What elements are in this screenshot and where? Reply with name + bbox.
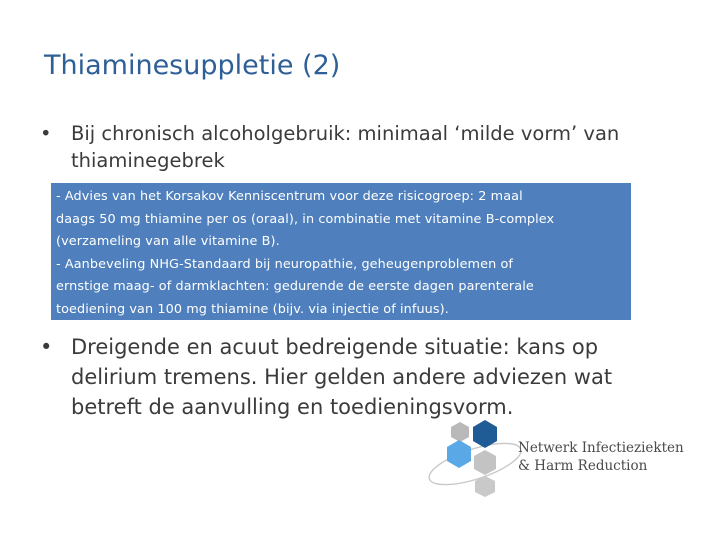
bullet-line: Bij chronisch alcoholgebruik: minimaal ‘milde vorm’ van bbox=[71, 122, 620, 145]
logo-hex-gray-mid bbox=[474, 450, 496, 475]
logo-hex-light bbox=[447, 440, 471, 468]
bullet-text bbox=[71, 332, 690, 422]
bullet-line: betreft de aanvulling en toedieningsvorm. bbox=[71, 395, 514, 419]
callout-line: ernstige maag- of darmklachten: gedurende de eerste dagen parenterale bbox=[56, 279, 534, 294]
callout-line: - Advies van het Korsakov Kenniscentrum voor deze risicogroep: 2 maal bbox=[56, 189, 523, 204]
slide-title: Thiaminesuppletie (2) bbox=[44, 50, 341, 81]
callout-line: (verzameling van alle vitamine B). bbox=[56, 234, 280, 249]
logo-hex-gray-top bbox=[451, 422, 469, 442]
logo-line: Netwerk Infectieziekten bbox=[518, 440, 684, 456]
bullet-text bbox=[71, 120, 690, 174]
bullet-line: Dreigende en acuut bedreigende situatie: kans op bbox=[71, 335, 599, 359]
callout-line: toediening van 100 mg thiamine (bijv. via injectie of infuus). bbox=[56, 301, 449, 317]
advice-callout-box bbox=[51, 183, 631, 320]
callout-line: daags 50 mg thiamine per os (oraal), in combinatie met vitamine B-complex bbox=[56, 211, 555, 227]
bullet-delirium bbox=[40, 332, 690, 422]
bullet-line: delirium tremens. Hier gelden andere adviezen wat bbox=[71, 365, 613, 389]
callout-line: - Aanbeveling NHG-Standaard bij neuropathie, geheugenproblemen of bbox=[56, 256, 513, 272]
bullet-line: thiaminegebrek bbox=[71, 149, 225, 172]
bullet-marker: • bbox=[40, 335, 53, 359]
bullet-marker: • bbox=[40, 122, 52, 145]
logo-text bbox=[518, 439, 684, 475]
bullet-chronic-alcohol bbox=[40, 120, 690, 174]
logo-line: & Harm Reduction bbox=[518, 458, 648, 474]
